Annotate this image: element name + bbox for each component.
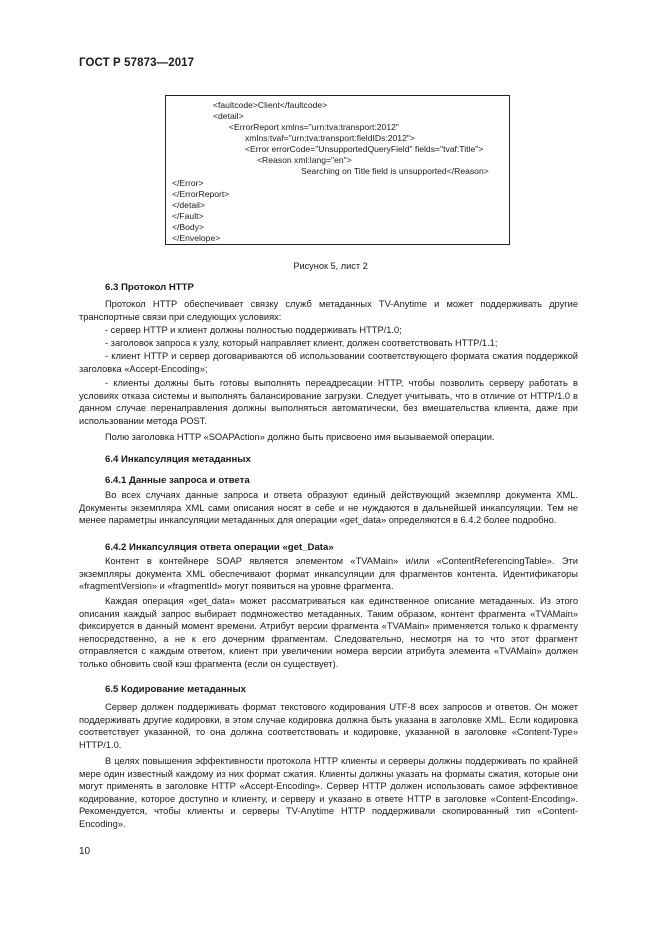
xml-line: <detail> <box>213 111 244 121</box>
paragraph: Каждая операция «get_data» может рассматриваться как единственное описание метаданных. Из этого описания каждый запрос выбирает подмножество метаданных. Таким образом, контент фрагмента «TVAMain» фиксируется в данный момент времени. Атрибут версии фрагмента «TVAMain» применяется только к фрагменту непосредственно, а не к его дочерним фрагментам. Следовательно, несмотря на то что этот фрагмент отправляется с каждым ответом, клиент при увеличении номера версии атрибута элемента «TVAMain» должен только обновить свой кэш фрагмента (если он существует). <box>79 596 578 669</box>
section-heading-6-5: 6.5 Кодирование метаданных <box>105 684 246 695</box>
paragraph: Во всех случаях данные запроса и ответа образуют единый действующий экземпляр документа XML. Документы экземпляра XML сами описания носят в себе и не нуждаются в дальнейшей инкапсуляции. Тем не менее параметры инкапсуляции метаданных для операции «get_data» определяются в 6.4.2 более подробно. <box>79 490 578 526</box>
list-item: - заголовок запроса к узлу, который направляет клиент, должен соответствовать HTTP/1.1; <box>105 338 498 348</box>
list-item: - клиент HTTP и сервер договариваются об использовании соответствующего формата сжатия поддержкой заголовка «Accept-Encoding»; <box>79 351 578 374</box>
xml-line: <ErrorReport xmlns="urn:tva:transport:2012" <box>229 122 399 132</box>
paragraph: Контент в контейнере SOAP является элементом «TVAMain» и/или «ContentReferencingTable». Эти экземпляры документа XML обеспечивают формат инкапсуляции для фрагментов контента. Идентификаторы «fragmentVersion» и «fragmentId» могут появиться на уровне фрагмента. <box>79 556 578 592</box>
xml-line: </Fault> <box>172 211 204 221</box>
paragraph: Протокол HTTP обеспечивает связку служб метаданных TV-Anytime и может поддерживать другие транспортные связи при следующих условиях: <box>79 299 578 322</box>
xml-code-box <box>165 95 510 245</box>
xml-line: </Error> <box>172 178 204 188</box>
section-heading-6-4: 6.4 Инкапсуляция метаданных <box>105 454 251 465</box>
subsection-heading-6-4-1: 6.4.1 Данные запроса и ответа <box>105 475 250 486</box>
xml-line: Searching on Title field is unsupported</Reason> <box>301 166 489 176</box>
page-number: 10 <box>79 846 91 857</box>
figure-caption: Рисунок 5, лист 2 <box>293 261 368 271</box>
xml-line: </detail> <box>172 200 205 210</box>
xml-line: </Envelope> <box>172 233 221 243</box>
standard-header: ГОСТ Р 57873—2017 <box>79 57 195 69</box>
list-item: - сервер HTTP и клиент должны полностью поддерживать HTTP/1.0; <box>105 325 402 335</box>
xml-line: </Body> <box>172 222 205 232</box>
paragraph: Полю заголовка HTTP «SOAPAction» должно быть присвоено имя вызываемой операции. <box>105 432 495 442</box>
xml-line: <faultcode>Client</faultcode> <box>213 100 328 110</box>
xml-line: xmlns:tvaf="urn:tva:transport:fieldIDs:2012"> <box>245 133 415 143</box>
xml-line: </ErrorReport> <box>172 189 230 199</box>
xml-line: <Reason xml:lang="en"> <box>257 155 352 165</box>
section-heading-6-3: 6.3 Протокол HTTP <box>105 282 194 293</box>
list-item: - клиенты должны быть готовы выполнять переадресации HTTP, чтобы позволить серверу работать в условиях отказа системы и выполнять балансирование загрузки. Следует учитывать, что в отличие от HTTP/1.0 в данном случае перенаправления должны выполняться автоматически, без вмешательства клиента, даже при использовании метода POST. <box>79 378 578 426</box>
paragraph: В целях повышения эффективности протокола HTTP клиенты и серверы должны поддерживать по крайней мере один известный каждому из них формат сжатия. Клиенты должны указать на форматы сжатия, которые они могут применять в заголовке HTTP «Accept-Encoding». Сервер HTTP должен использовать самое эффективное кодирование, которое доступно и клиенту, и серверу и указано в ответе HTTP в заголовке «Content-Encoding». Рекомендуется, чтобы клиенты и серверы TV-Anytime HTTP поддерживали скопированный тип «Content-Encoding». <box>79 756 578 829</box>
subsection-heading-6-4-2: 6.4.2 Инкапсуляция ответа операции «get_Data» <box>105 542 334 553</box>
xml-line: <Error errorCode="UnsupportedQueryField" fields="tvaf:Title"> <box>245 144 484 154</box>
paragraph: Сервер должен поддерживать формат текстового кодирования UTF-8 всех запросов и ответов. Он может поддерживать другие кодировки, в этом случае кодировка должна быть указана в заголовке XML. Если кодировка соответствует указанной, то она должна соответствовать и кодировке, указанной в заголовке «Content-Type» HTTP/1.0. <box>79 702 578 750</box>
